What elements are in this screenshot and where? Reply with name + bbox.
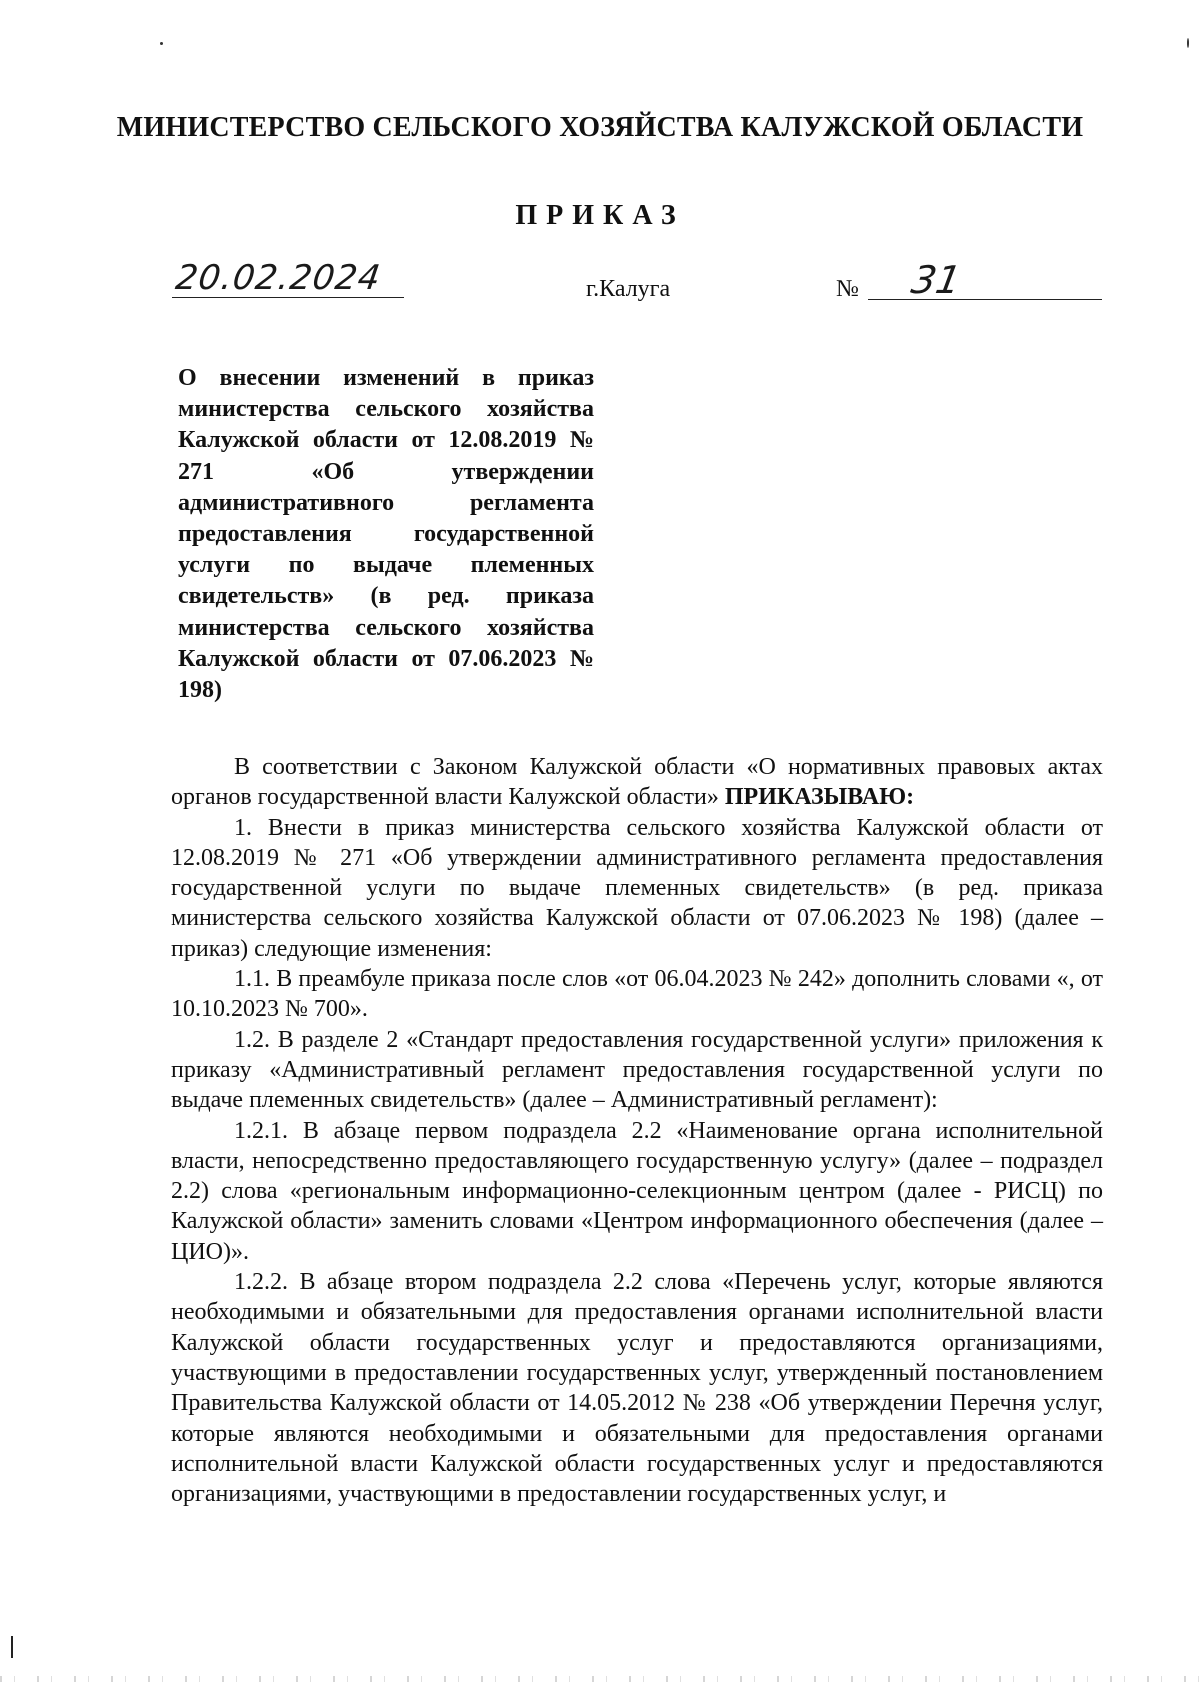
scan-speck: [160, 42, 163, 45]
handwritten-date: 20.02.2024: [173, 258, 384, 298]
paragraph-1-1: 1.1. В преамбуле приказа после слов «от 06.04.2023 № 242» дополнить словами «, от 10.10.2023 № 700».: [171, 966, 1103, 1023]
ministry-title: МИНИСТЕРСТВО СЕЛЬСКОГО ХОЗЯЙСТВА КАЛУЖСКОЙ ОБЛАСТИ: [116, 112, 1084, 143]
scan-edge-noise: [0, 1676, 1200, 1682]
order-heading: ПРИКАЗ: [515, 200, 685, 231]
intro-text: В соответствии с Законом Калужской области «О нормативных правовых актах органов государственной власти Калужской области»: [171, 754, 1103, 811]
scan-speck: [1187, 38, 1189, 48]
order-body: [171, 752, 1103, 1509]
paragraph-1-2-1: 1.2.1. В абзаце первом подраздела 2.2 «Наименование органа исполнительной власти, непосредственно предоставляющего государственную услугу» (далее – подраздел 2.2) слова «региональным информационно-селекционным центром (далее - РИСЦ) по Калужской области» заменить словами «Центром информационного обеспечения (далее – ЦИО)».: [171, 1117, 1103, 1265]
date-underline: [172, 297, 404, 298]
intro-order-word: ПРИКАЗЫВАЮ:: [724, 784, 915, 811]
order-subject: О внесении изменений в приказ министерства сельского хозяйства Калужской области от 12.08.2019 № 271 «Об утверждении административного регламента предоставления государственной услуги по выдаче племенных свидетельств» (в ред. приказа министерства сельского хозяйства Калужской области от 07.06.2023 № 198): [178, 365, 594, 704]
scan-margin-mark: [11, 1636, 13, 1658]
paragraph-1: 1. Внести в приказ министерства сельского хозяйства Калужской области от 12.08.2019 № 271 «Об утверждении административного регламента предоставления государственной услуги по выдаче племенных свидетельств» (в ред. приказа министерства сельского хозяйства Калужской области от 07.06.2023 № 198) (далее – приказ) следующие изменения:: [171, 814, 1103, 962]
handwritten-number: 31: [908, 258, 965, 302]
intro-paragraph: [171, 752, 1103, 813]
city-label: г.Калуга: [586, 276, 671, 302]
number-underline: [868, 299, 1102, 300]
number-sign: №: [836, 276, 859, 302]
paragraph-1-2-2: 1.2.2. В абзаце втором подраздела 2.2 слова «Перечень услуг, которые являются необходимыми и обязательными для предоставления органами исполнительной власти Калужской области государственных услуг и предоставляются организациями, участвующими в предоставлении государственных услуг, утвержденный постановлением Правительства Калужской области от 14.05.2012 № 238 «Об утверждении Перечня услуг, которые являются необходимыми и обязательными для предоставления органами исполнительной власти Калужской области государственных услуг и предоставляются организациями, участвующими в предоставлении государственных услуг, и: [171, 1269, 1103, 1508]
paragraph-1-2: 1.2. В разделе 2 «Стандарт предоставления государственной услуги» приложения к приказу «Административный регламент предоставления государственной услуги по выдаче племенных свидетельств» (далее – Административный регламент):: [171, 1026, 1103, 1114]
